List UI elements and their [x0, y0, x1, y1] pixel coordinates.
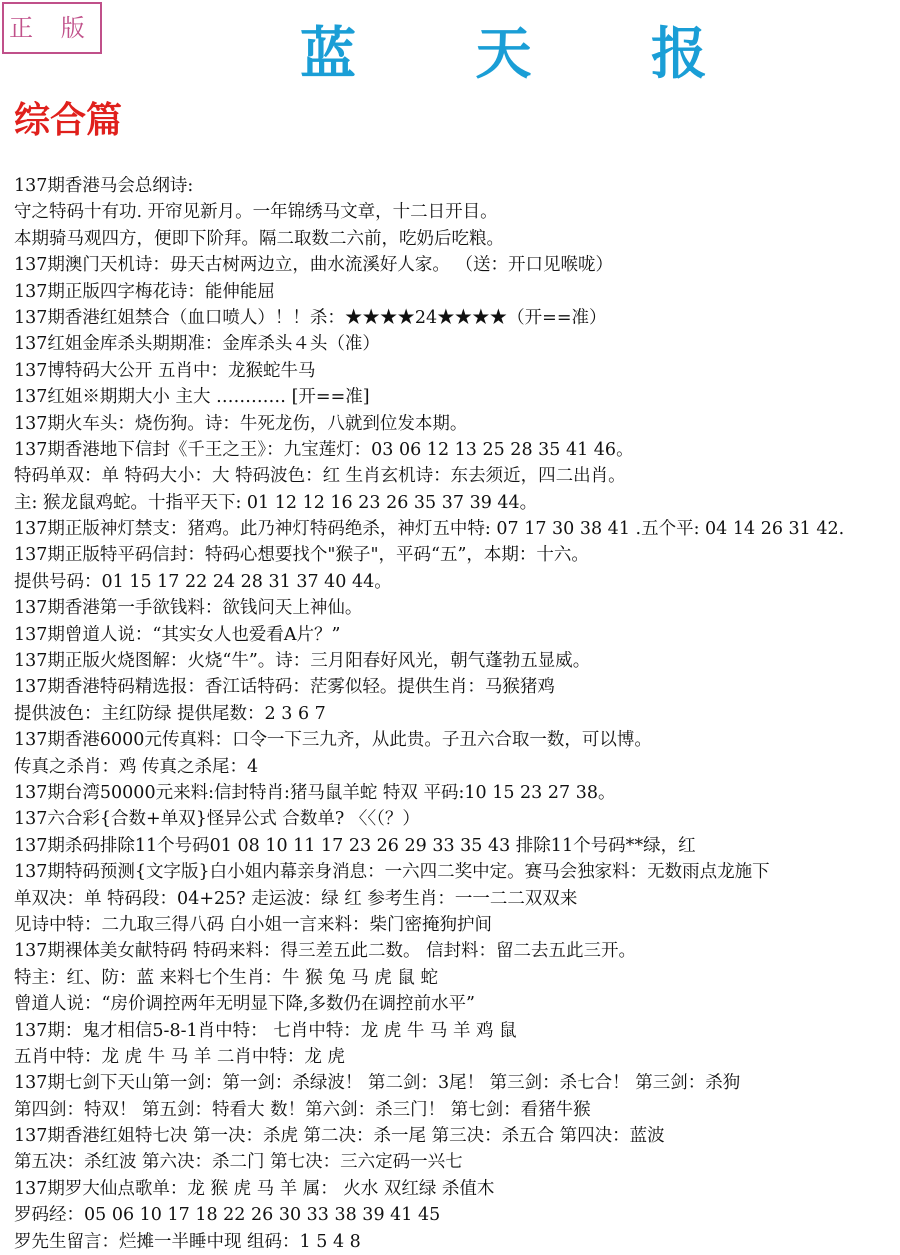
text-line: 第四剑：特双！ 第五剑：特看大 数！第六剑：杀三门！ 第七剑：看猪牛猴: [14, 1099, 591, 1120]
text-line: 137红姐金库杀头期期准：金库杀头４头（准）: [14, 334, 380, 355]
text-line: 137期香港6000元传真料：口令一下三九齐，从此贵。子丑六合取一数，可以博。: [14, 730, 652, 751]
text-line: 137期香港马会总纲诗:: [14, 176, 194, 196]
text-line: 137期香港特码精选报：香江话特码：茫雾似轻。提供生肖：马猴猪鸡: [14, 677, 555, 698]
text-line: 提供波色：主红防绿 提供尾数：2 3 6 7: [14, 703, 326, 724]
text-line: 137六合彩{合数+单双}怪异公式 合数单? 〈〈（？）: [14, 809, 420, 830]
text-line: 137期正版特平码信封：特码心想要找个"猴子"，平码“五”，本期：十六。: [14, 545, 589, 566]
text-line: 137期裸体美女献特码 特码来料：得三差五此二数。 信封料：留二去五此三开。: [14, 941, 637, 962]
text-line: 137期正版四字梅花诗：能伸能屈: [14, 281, 275, 302]
genuine-edition-stamp: 正 版: [2, 2, 102, 54]
text-line: 罗先生留言：烂摊一半睡中现 组码：1 5 4 8: [14, 1231, 361, 1252]
text-line: 传真之杀肖：鸡 传真之杀尾：4: [14, 756, 259, 777]
text-line: 137期杀码排除11个号码01 08 10 11 17 23 26 29 33 35 43 排除11个号码**绿，红: [14, 835, 696, 856]
text-line: 本期骑马观四方，便即下阶拜。隔二取数二六前，吃奶后吃粮。: [14, 228, 504, 249]
text-line: 五肖中特：龙 虎 牛 马 羊 二肖中特：龙 虎: [14, 1046, 345, 1067]
text-line: 137期香港红姐禁合（血口喷人）！！杀：★★★★24★★★★（开==准）: [14, 307, 607, 328]
text-line: 守之特码十有功. 开帘见新月。一年锦绣马文章，十二日开目。: [14, 202, 498, 223]
text-line: 提供号码：01 15 17 22 24 28 31 37 40 44。: [14, 571, 392, 592]
text-line: 137期台湾50000元来料:信封特肖:猪马鼠羊蛇 特双 平码:10 15 23 27 38。: [14, 782, 616, 803]
section-heading: 综合篇: [14, 99, 123, 141]
text-line: 137期正版火烧图解：火烧“牛”。诗：三月阳春好风光，朝气蓬勃五显威。: [14, 651, 591, 672]
text-line: 第五决：杀红波 第六决：杀二门 第七决：三六定码一兴七: [14, 1152, 463, 1173]
text-line: 见诗中特：二九取三得八码 白小姐一言来料：柴门密掩狗护间: [14, 914, 493, 935]
text-line: 137期特码预测{文字版}白小姐内幕亲身消息：一六四二奖中定。赛马会独家料：无数雨点龙施下: [14, 862, 770, 883]
content-lines: [14, 173, 896, 1255]
text-line: 137期正版神灯禁支：猪鸡。此乃神灯特码绝杀，神灯五中特: 07 17 30 38 41 .五个平: 04 14 26 31 42.: [14, 519, 845, 540]
text-line: 137期罗大仙点歌单：龙 猴 虎 马 羊 属： 火水 双红绿 杀值木: [14, 1178, 495, 1199]
text-line: 137期：鬼才相信5-8-1肖中特： 七肖中特：龙 虎 牛 马 羊 鸡 鼠: [14, 1020, 517, 1041]
text-line: 137期香港红姐特七决 第一决：杀虎 第二决：杀一尾 第三决：杀五合 第四决：蓝波: [14, 1126, 665, 1147]
text-line: 137期澳门天机诗：毋天古树两边立，曲水流溪好人家。 （送：开口见喉咙）: [14, 255, 613, 276]
text-line: 137期香港地下信封《千王之王》：九宝莲灯：03 06 12 13 25 28 35 41 46。: [14, 439, 634, 460]
text-line: 137期曾道人说：“其实女人也爱看A片？”: [14, 624, 341, 645]
text-line: 137博特码大公开 五肖中：龙猴蛇牛马: [14, 360, 316, 381]
text-line: 137期七剑下天山第一剑：第一剑：杀绿波！ 第二剑：3尾！ 第三剑：杀七合！ 第三剑：杀狗: [14, 1073, 741, 1094]
text-line: 137期香港第一手欲钱料：欲钱问天上神仙。: [14, 598, 363, 619]
text-line: 曾道人说：“房价调控两年无明显下降,多数仍在调控前水平”: [14, 994, 475, 1015]
text-line: 137红姐※期期大小 主大 ………… [开==准]: [14, 387, 370, 408]
text-line: 主: 猴龙鼠鸡蛇。十指平天下: 01 12 12 16 23 26 35 37 39 44。: [14, 492, 538, 513]
text-line: 特主：红、防：蓝 来料七个生肖：牛 猴 兔 马 虎 鼠 蛇: [14, 967, 438, 988]
text-line: 单双决：单 特码段：04+25? 走运波：绿 红 参考生肖：一一二二双双来: [14, 888, 578, 909]
text-line: 罗码经：05 06 10 17 18 22 26 30 33 38 39 41 45: [14, 1205, 441, 1226]
text-line: 137期火车头：烧伤狗。诗：牛死龙伤，八就到位发本期。: [14, 413, 468, 434]
text-line: 特码单双：单 特码大小：大 特码波色：红 生肖玄机诗：东去须近，四二出肖。: [14, 466, 626, 487]
newspaper-title: 蓝 天 报: [300, 21, 757, 87]
